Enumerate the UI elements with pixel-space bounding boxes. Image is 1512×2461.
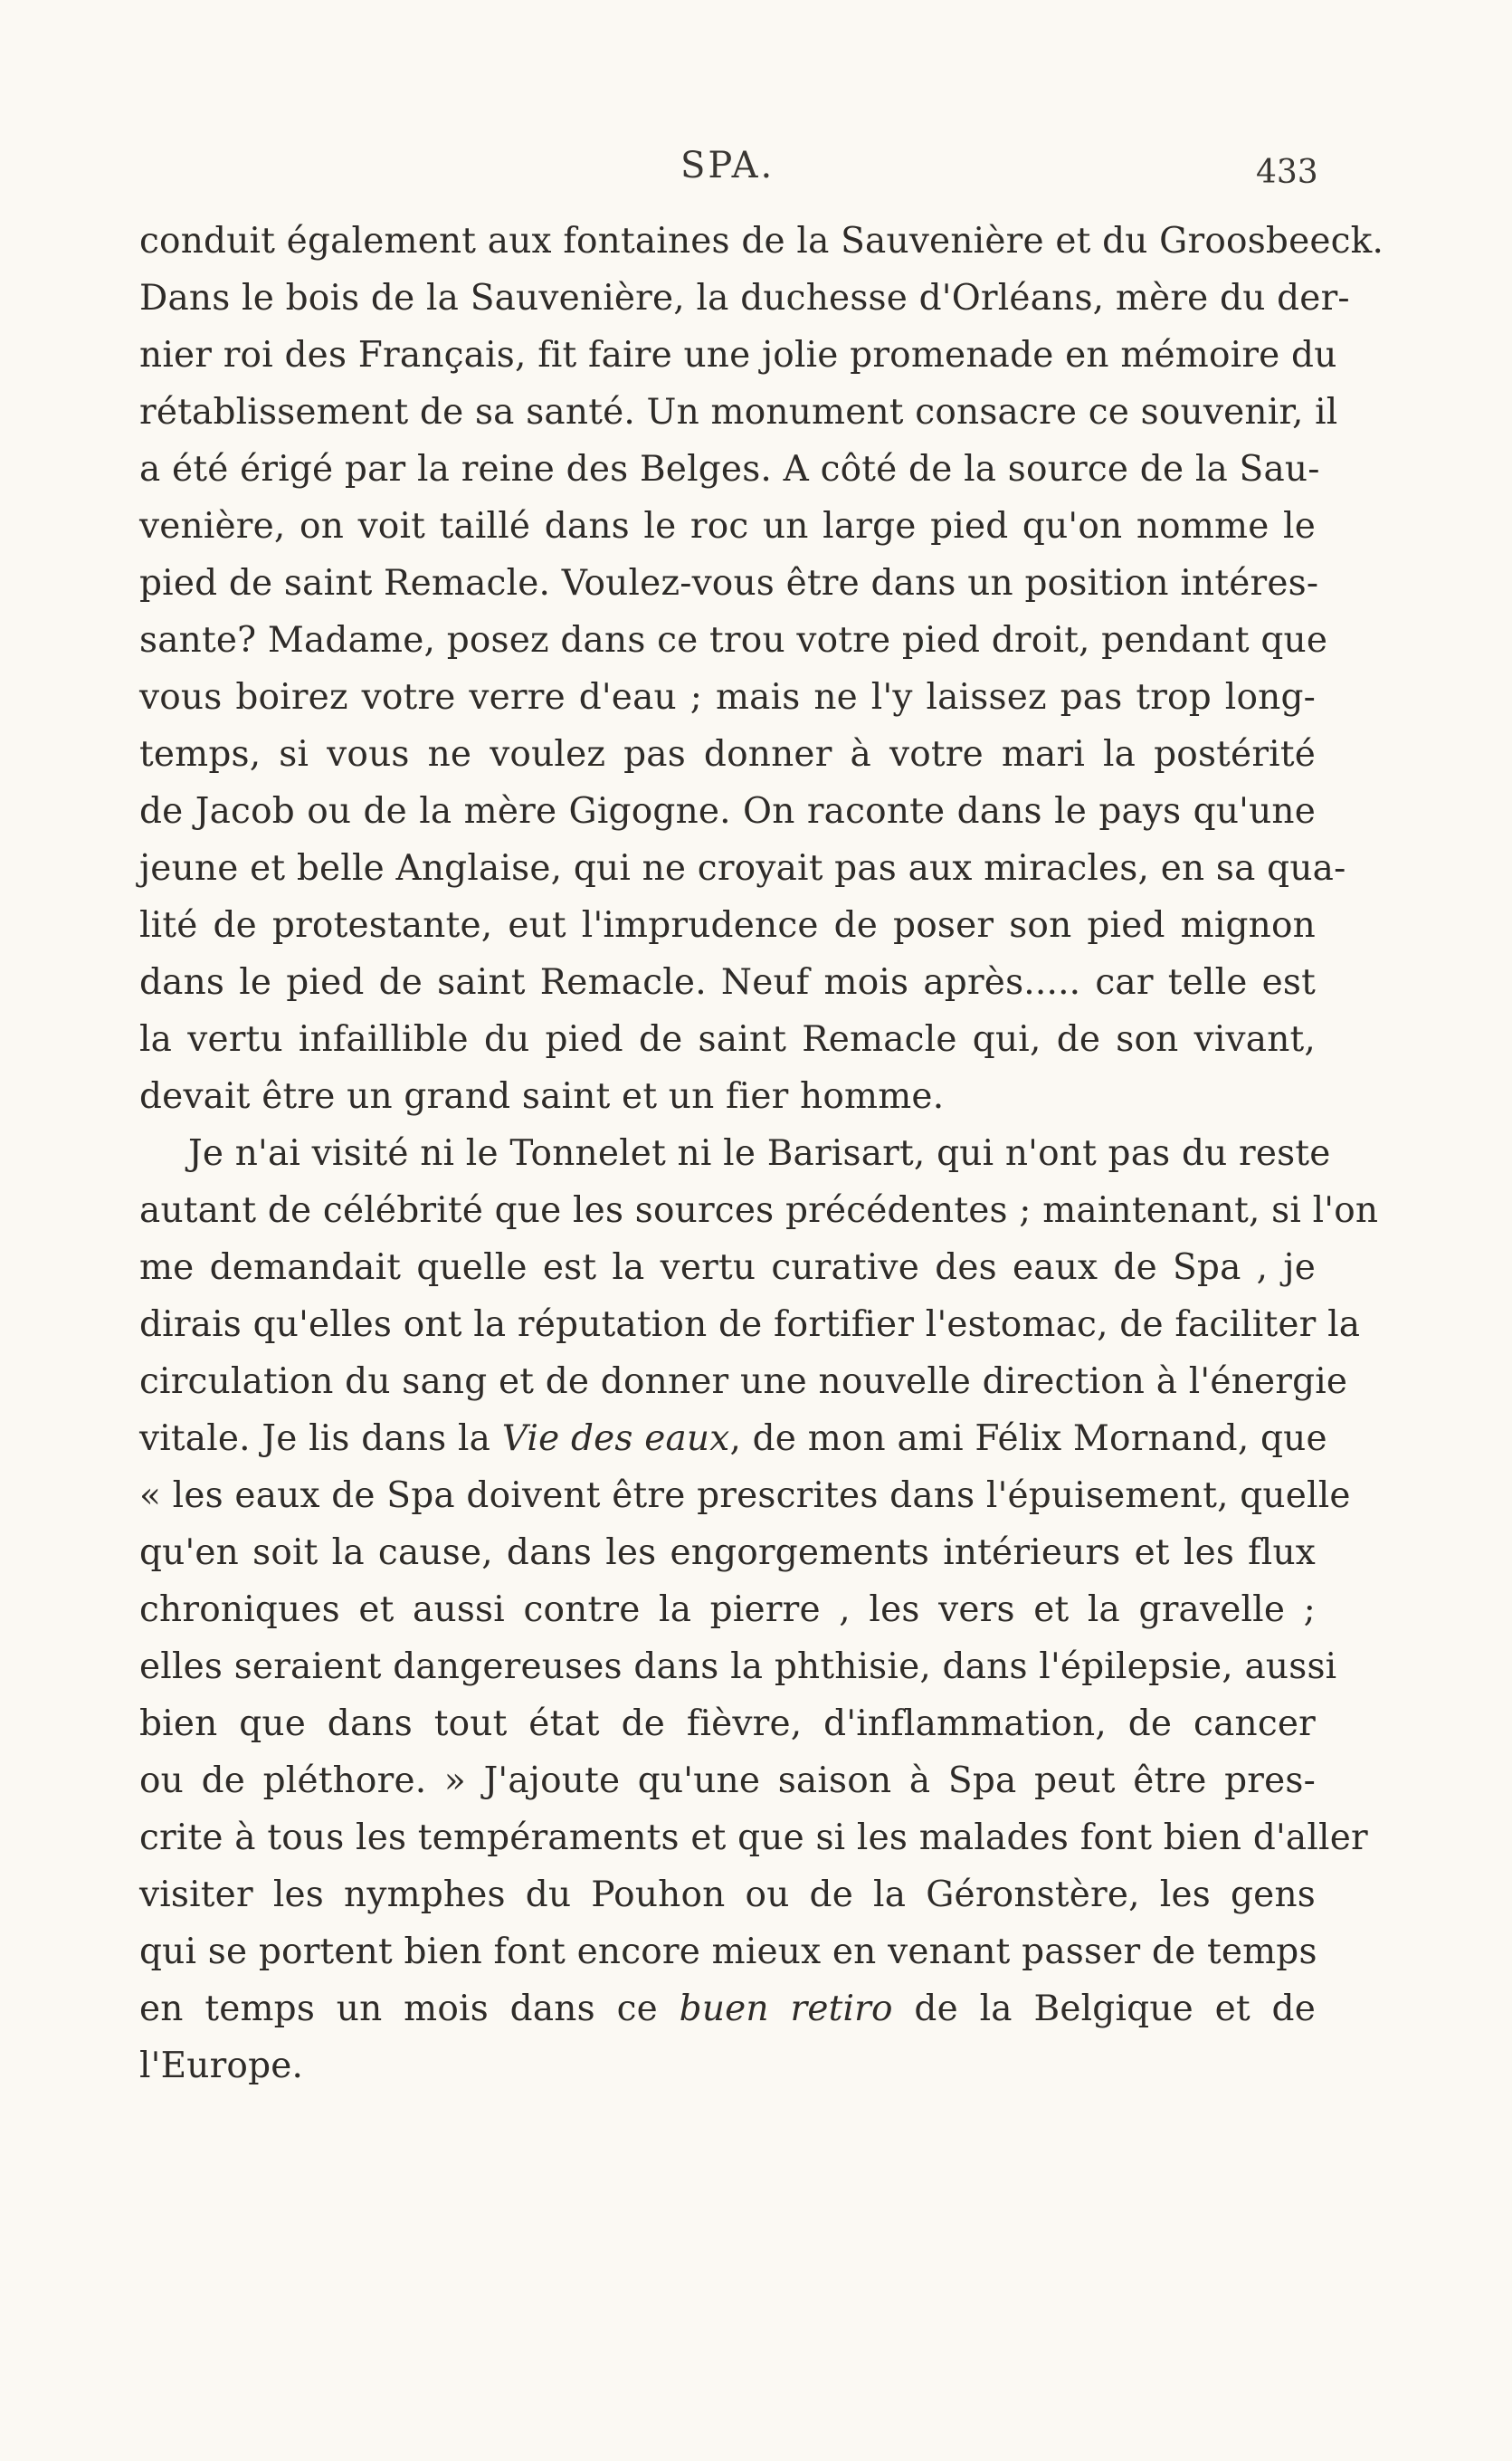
text-line: « les eaux de Spa doivent être prescrites dans l'épuisement, quelle	[139, 1475, 1351, 1516]
text-line: visiter les nymphes du Pouhon ou de la Géronstère, les gens	[139, 1874, 1316, 1915]
text-line	[139, 1410, 1327, 1467]
text-line: crite à tous les tempéraments et que si les malades font bien d'aller	[139, 1817, 1368, 1858]
text-line: elles seraient dangereuses dans la phthisie, dans l'épilepsie, aussi	[139, 1646, 1337, 1687]
text-line: jeune et belle Anglaise, qui ne croyait pas aux miracles, en sa qua-	[139, 848, 1346, 889]
text-line: chroniques et aussi contre la pierre , les vers et la gravelle ;	[139, 1589, 1316, 1630]
text-line: Je n'ai visité ni le Tonnelet ni le Barisart, qui n'ont pas du reste	[188, 1133, 1331, 1174]
text-line: temps, si vous ne voulez pas donner à votre mari la postérité	[139, 734, 1316, 775]
text-line: dans le pied de saint Remacle. Neuf mois après..... car telle est	[139, 962, 1316, 1003]
text-line: qui se portent bien font encore mieux en venant passer de temps	[139, 1932, 1317, 1972]
text-line: venière, on voit taillé dans le roc un large pied qu'on nomme le	[139, 506, 1316, 547]
text-line: vous boirez votre verre d'eau ; mais ne l'y laissez pas trop long-	[139, 677, 1316, 718]
text-line: a été érigé par la reine des Belges. A côté de la source de la Sau-	[139, 449, 1320, 490]
text-line: devait être un grand saint et un fier homme.	[139, 1076, 945, 1117]
text-line: me demandait quelle est la vertu curative des eaux de Spa , je	[139, 1247, 1316, 1288]
text-line: la vertu infaillible du pied de saint Remacle qui, de son vivant,	[139, 1019, 1316, 1060]
text-line: circulation du sang et de donner une nouvelle direction à l'énergie	[139, 1361, 1348, 1402]
text-segment: de la Belgique et de	[892, 1989, 1317, 2029]
phrase-italic: buen retiro	[679, 1989, 893, 2029]
paragraph-2	[139, 1125, 1379, 2094]
text-line: l'Europe.	[139, 2046, 304, 2086]
page-number: 433	[1256, 154, 1318, 191]
text-line: lité de protestante, eut l'imprudence de poser son pied mignon	[139, 905, 1316, 946]
book-title-italic: Vie des eaux	[501, 1418, 730, 1459]
text-line: de Jacob ou de la mère Gigogne. On raconte dans le pays qu'une	[139, 791, 1316, 832]
text-line: dirais qu'elles ont la réputation de fortifier l'estomac, de faciliter la	[139, 1304, 1361, 1345]
running-title: SPA.	[680, 145, 775, 186]
text-line: conduit également aux fontaines de la Sauvenière et du Groosbeeck.	[139, 221, 1384, 262]
paragraph-1	[139, 213, 1384, 1125]
text-segment: en temps un mois dans ce	[139, 1989, 680, 2029]
text-line: autant de célébrité que les sources précédentes ; maintenant, si l'on	[139, 1190, 1379, 1231]
text-line: Dans le bois de la Sauvenière, la duchesse d'Orléans, mère du der-	[139, 278, 1350, 319]
running-head	[0, 145, 1512, 190]
text-line	[139, 1980, 1316, 2037]
text-line: sante? Madame, posez dans ce trou votre pied droit, pendant que	[139, 620, 1328, 661]
text-line: bien que dans tout état de fièvre, d'inflammation, de cancer	[139, 1703, 1316, 1744]
body-text	[139, 213, 1384, 2094]
text-segment: , de mon ami Félix Mornand, que	[729, 1418, 1327, 1459]
text-line: qu'en soit la cause, dans les engorgements intérieurs et les flux	[139, 1532, 1316, 1573]
text-line: rétablissement de sa santé. Un monument consacre ce souvenir, il	[139, 392, 1338, 433]
text-line: nier roi des Français, fit faire une jolie promenade en mémoire du	[139, 335, 1337, 376]
text-line: pied de saint Remacle. Voulez-vous être dans un position intéres-	[139, 563, 1319, 604]
text-segment: vitale. Je lis dans la	[139, 1418, 502, 1459]
text-line: ou de pléthore. » J'ajoute qu'une saison à Spa peut être pres-	[139, 1760, 1316, 1801]
